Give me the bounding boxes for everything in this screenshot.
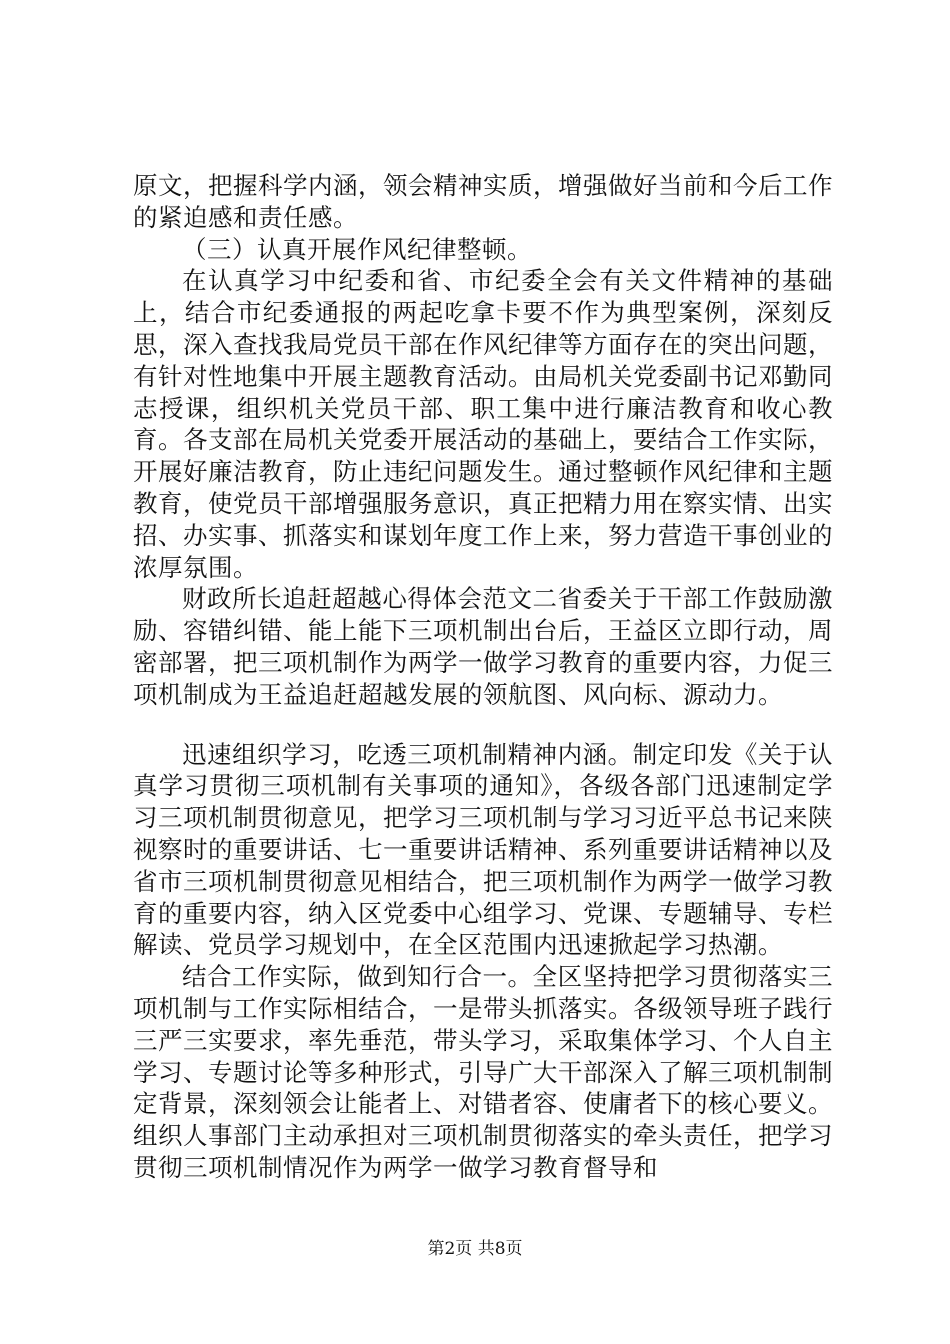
paragraph-continuation: 原文，把握科学内涵，领会精神实质，增强做好当前和今后工作的紧迫感和责任感。 — [133, 171, 833, 232]
paragraph: 迅速组织学习，吃透三项机制精神内涵。制定印发《关于认真学习贯彻三项机制有关事项的通知》，各级各部门迅速制定学习三项机制贯彻意见，把学习三项机制与学习习近平总书记来陕视察时的重要讲话、七一重要讲话精神、系列重要讲话精神以及省市三项机制贯彻意见相结合，把三项机制作为两学一做学习教育的重要内容，纳入区党委中心组学习、党课、专题辅导、专栏解读、党员学习规划中，在全区范围内迅速掀起学习热潮。 — [133, 739, 833, 960]
document-body — [133, 170, 833, 1184]
paragraph: 财政所长追赶超越心得体会范文二省委关于干部工作鼓励激励、容错纠错、能上能下三项机制出台后，王益区立即行动，周密部署，把三项机制作为两学一做学习教育的重要内容，力促三项机制成为王益追赶超越发展的领航图、风向标、源动力。 — [133, 584, 833, 709]
paragraph: 在认真学习中纪委和省、市纪委全会有关文件精神的基础上，结合市纪委通报的两起吃拿卡要不作为典型案例，深刻反思，深入查找我局党员干部在作风纪律等方面存在的突出问题，有针对性地集中开展主题教育活动。由局机关党委副书记邓勤同志授课，组织机关党员干部、职工集中进行廉洁教育和收心教育。各支部在局机关党委开展活动的基础上，要结合工作实际，开展好廉洁教育，防止违纪问题发生。通过整顿作风纪律和主题教育，使党员干部增强服务意识，真正把精力用在察实情、出实招、办实事、抓落实和谋划年度工作上来，努力营造干事创业的浓厚氛围。 — [133, 266, 833, 582]
paragraph: 结合工作实际，做到知行合一。全区坚持把学习贯彻落实三项机制与工作实际相结合，一是带头抓落实。各级领导班子践行三严三实要求，率先垂范，带头学习，采取集体学习、个人自主学习、专题讨论等多种形式，引导广大干部深入了解三项机制制定背景，深刻领会让能者上、对错者容、使庸者下的核心要义。组织人事部门主动承担对三项机制贯彻落实的牵头责任，把学习贯彻三项机制情况作为两学一做学习教育督导和 — [133, 962, 833, 1182]
page-number-footer: 第2页 共8页 — [427, 1239, 523, 1259]
section-heading: （三）认真开展作风纪律整顿。 — [182, 234, 532, 264]
